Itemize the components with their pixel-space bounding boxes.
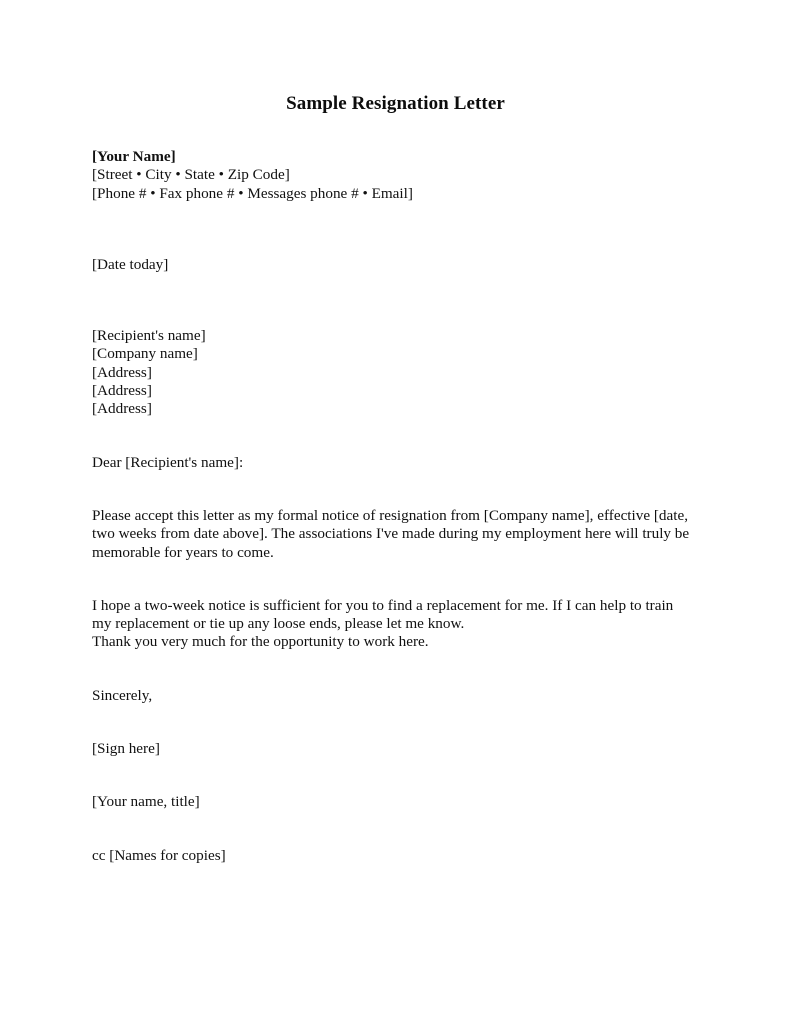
body-paragraph-2-line-2: Thank you very much for the opportunity to work here. xyxy=(92,633,429,651)
body-paragraph-1: Please accept this letter as my formal notice of resignation from [Company name], effective [date, two weeks from date above]. The associations I've made during my employment here will truly be memorable for years to come. xyxy=(92,506,690,561)
signature-placeholder: [Sign here] xyxy=(92,740,160,758)
cc-line: cc [Names for copies] xyxy=(92,846,226,864)
signer-title: [Your name, title] xyxy=(92,793,200,811)
sender-street-line: [Street • City • State • Zip Code] xyxy=(92,166,290,184)
body-paragraph-2 xyxy=(92,597,692,652)
spacer-after-date xyxy=(92,274,692,327)
body-paragraph-2-line-1: I hope a two-week notice is sufficient for you to find a replacement for me. If I can help to train my replacement or tie up any loose ends, please let me know. xyxy=(92,596,674,633)
date-line: [Date today] xyxy=(92,255,169,273)
recipient-address-line-3: [Address] xyxy=(92,400,152,418)
recipient-company: [Company name] xyxy=(92,345,198,363)
spacer-after-recipient xyxy=(92,419,692,454)
date-block xyxy=(92,256,692,274)
signature-block xyxy=(92,740,692,758)
sender-address-block xyxy=(92,148,692,203)
signer-title-block xyxy=(92,793,692,811)
spacer-after-salutation xyxy=(92,472,692,507)
salutation-line: Dear [Recipient's name]: xyxy=(92,453,244,471)
spacer-after-signature xyxy=(92,758,692,793)
spacer-after-signer-title xyxy=(92,812,692,847)
letter-body xyxy=(92,148,692,865)
recipient-name: [Recipient's name] xyxy=(92,327,206,345)
spacer-after-closing xyxy=(92,705,692,740)
page-title: Sample Resignation Letter xyxy=(286,93,505,114)
spacer-after-paragraph-2 xyxy=(92,652,692,687)
sender-name: [Your Name] xyxy=(92,148,176,165)
cc-block xyxy=(92,847,692,865)
salutation-block xyxy=(92,454,692,472)
recipient-address-line-1: [Address] xyxy=(92,363,152,381)
sender-contact-line: [Phone # • Fax phone # • Messages phone # • Email] xyxy=(92,184,413,202)
spacer-after-paragraph-1 xyxy=(92,562,692,597)
closing-block xyxy=(92,687,692,705)
recipient-address-block xyxy=(92,327,692,418)
spacer-after-sender xyxy=(92,203,692,256)
recipient-address-line-2: [Address] xyxy=(92,382,152,400)
closing-line: Sincerely, xyxy=(92,686,153,704)
